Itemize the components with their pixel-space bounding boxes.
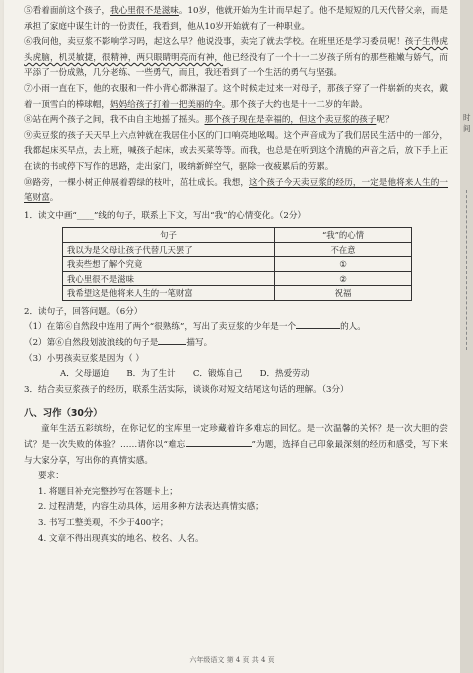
p6-wavy-sentence: 孩子生得虎头虎脑，机灵敏捷，很精神，两只眼睛明亮而有神， <box>24 37 448 63</box>
q2-s2-tail: 描写。 <box>186 338 213 348</box>
table-header-sentence: 句子 <box>63 228 275 243</box>
page-content <box>24 4 448 547</box>
requirement-item: 2. 过程清楚，内容生动具体，运用多种方法表达真情实感； <box>38 502 264 513</box>
table-row <box>63 286 412 301</box>
table-cell-mood: 祝福 <box>275 286 412 301</box>
requirements-title: 要求： <box>38 471 64 482</box>
p5-underlined-sentence: 我心里很不是滋味 <box>110 6 179 16</box>
p5-text-a: ⑤看着面前这个孩子， <box>24 6 111 16</box>
requirement-item: 1. 将题目补充完整抄写在答题卡上； <box>38 486 178 497</box>
table-cell-mood-blank-2: ② <box>275 271 412 286</box>
p10-text-b: 。 <box>49 193 59 204</box>
table-cell-sentence: 我卖些想了解个究竟 <box>63 257 275 272</box>
table-cell-sentence: 我以为是父母让孩子代替几天罢了 <box>63 242 275 257</box>
composition-heading: 八、习作（30分） <box>24 408 103 420</box>
table-cell-sentence: 我心里很不是滋味 <box>63 271 275 286</box>
p8-underlined-sentence: 那个孩子现在是幸福的，但这个卖豆浆的孩子 <box>204 115 377 126</box>
table-cell-mood: 不在意 <box>275 242 412 257</box>
p5-text-b: 。10岁，他就开始为生计而早起了。他不是短短的几天代替父亲，而是承担了家庭中谋生计的一份责任，我看到，他从10岁开始就有了一种职业。 <box>24 6 448 32</box>
question-2-stem: 2．读句子，回答问题。（6分） <box>24 306 143 317</box>
paragraph-8 <box>24 113 448 129</box>
paragraph-9: ⑨卖豆浆的孩子天天早上六点钟就在我居住小区的门口响亮地吆喝。这个声音成为了我们居民生活中的一部分，我都起床买早点，去上班，喊孩子起床，或去买菜等等。而我，也总是在听到这个清脆的声音之后，放下手上正在读的书或停下写作的思路，走出家门，吸纳新鲜空气，驱除一夜疲累后的劳累。 <box>24 130 448 172</box>
p10-underlined-sentence: 这个孩子今天卖豆浆的经历，一定是他将来人生的一笔财富 <box>24 177 448 204</box>
composition-intro-text: 童年生活五彩缤纷，在你记忆的宝库里一定珍藏着许多难忘的回忆。是一次温馨的关怀？是一次大胆的尝试？是一次失败的体验？……请你以“难忘 <box>24 424 448 450</box>
p6-text-a: ⑥我问他，卖豆浆不影响学习吗，起这么早？他说没事，卖完了就去学校。在班里还是学习委员呢！ <box>24 37 405 48</box>
question-2-sub-3: （3）小男孩卖豆浆是因为（ ） <box>24 353 144 364</box>
question-3-stem: 3．结合卖豆浆孩子的经历，联系生活实际，谈谈你对短文结尾这句话的理解。（3分） <box>24 384 349 395</box>
mood-table-header <box>63 228 412 243</box>
paragraph-6 <box>24 35 448 82</box>
table-cell-sentence: 我希望这是他将来人生的一笔财富 <box>63 286 275 301</box>
composition-intro <box>24 422 448 469</box>
exam-page <box>4 0 460 673</box>
table-row <box>63 271 412 286</box>
composition-intro-tail: ”为题，选择自己印象最深刻的经历和感受，写下来与大家分享，写出你的真情实感。 <box>24 439 448 466</box>
table-row <box>63 257 412 272</box>
paragraph-10 <box>24 176 448 207</box>
table-cell-mood-blank-1: ① <box>275 257 412 272</box>
binding-line <box>466 190 469 350</box>
p8-text-a: ⑧站在两个孩子之间，我不由自主地摇了摇头。 <box>24 115 205 126</box>
q2-s1-tail: 的人。 <box>340 322 366 333</box>
question-2-sub-1 <box>24 320 448 336</box>
p7-text-a: ⑦小雨一直在下，他的衣服和一件小背心都淋湿了。这个时候走过来一对母子，那孩子穿了一件崭新的夹衣，戴着一顶雪白的棒球帽， <box>24 83 448 110</box>
p7-underlined-sentence: 妈妈给孩子打着一把美丽的伞 <box>109 99 222 110</box>
question-2-options: A．父母逼迫 B．为了生计 C．锻炼自己 D．热爱劳动 <box>60 369 310 380</box>
p8-text-b: 呢？ <box>376 115 394 126</box>
q2-s2-text: （2）第⑥自然段划波浪线的句子是 <box>24 338 159 348</box>
table-row <box>63 242 412 257</box>
mood-table <box>62 227 412 301</box>
q2-s1-text: （1）在第⑥自然段中连用了两个“很熟练”，写出了卖豆浆的少年是一个 <box>24 322 297 333</box>
p6-text-b: 他已经没有了一个十一二岁孩子所有的那些稚嫩与娇气，而平添了一份成熟，几分老练、一些勇气，而且，我还看到了一个生活的勇气与坚强。 <box>24 52 448 79</box>
adjacent-page-text: 时间 <box>463 113 471 133</box>
requirement-item: 4. 文章不得出现真实的地名、校名、人名。 <box>38 533 204 544</box>
question-1-stem: 1．读文中画“____”线的句子，联系上下文，写出“我”的心情变化。（2分） <box>24 210 307 221</box>
answer-blank <box>158 336 186 345</box>
paragraph-5 <box>24 4 448 35</box>
question-2-sub-2 <box>24 336 448 352</box>
p7-text-b: 。那个孩子大约也是十一二岁的年龄。 <box>221 99 368 110</box>
answer-blank <box>296 320 340 329</box>
paragraph-7 <box>24 82 448 113</box>
requirement-item: 3. 书写工整美观，不少于400字； <box>38 517 169 528</box>
title-blank <box>186 438 252 447</box>
table-header-mood: “我”的心情 <box>275 228 412 243</box>
p10-text-a: ⑩路旁，一棵小树正伸展着碧绿的枝叶，茁壮成长。我想， <box>24 177 249 188</box>
page-footer: 六年级语文 第 4 页 共 4 页 <box>189 656 275 664</box>
